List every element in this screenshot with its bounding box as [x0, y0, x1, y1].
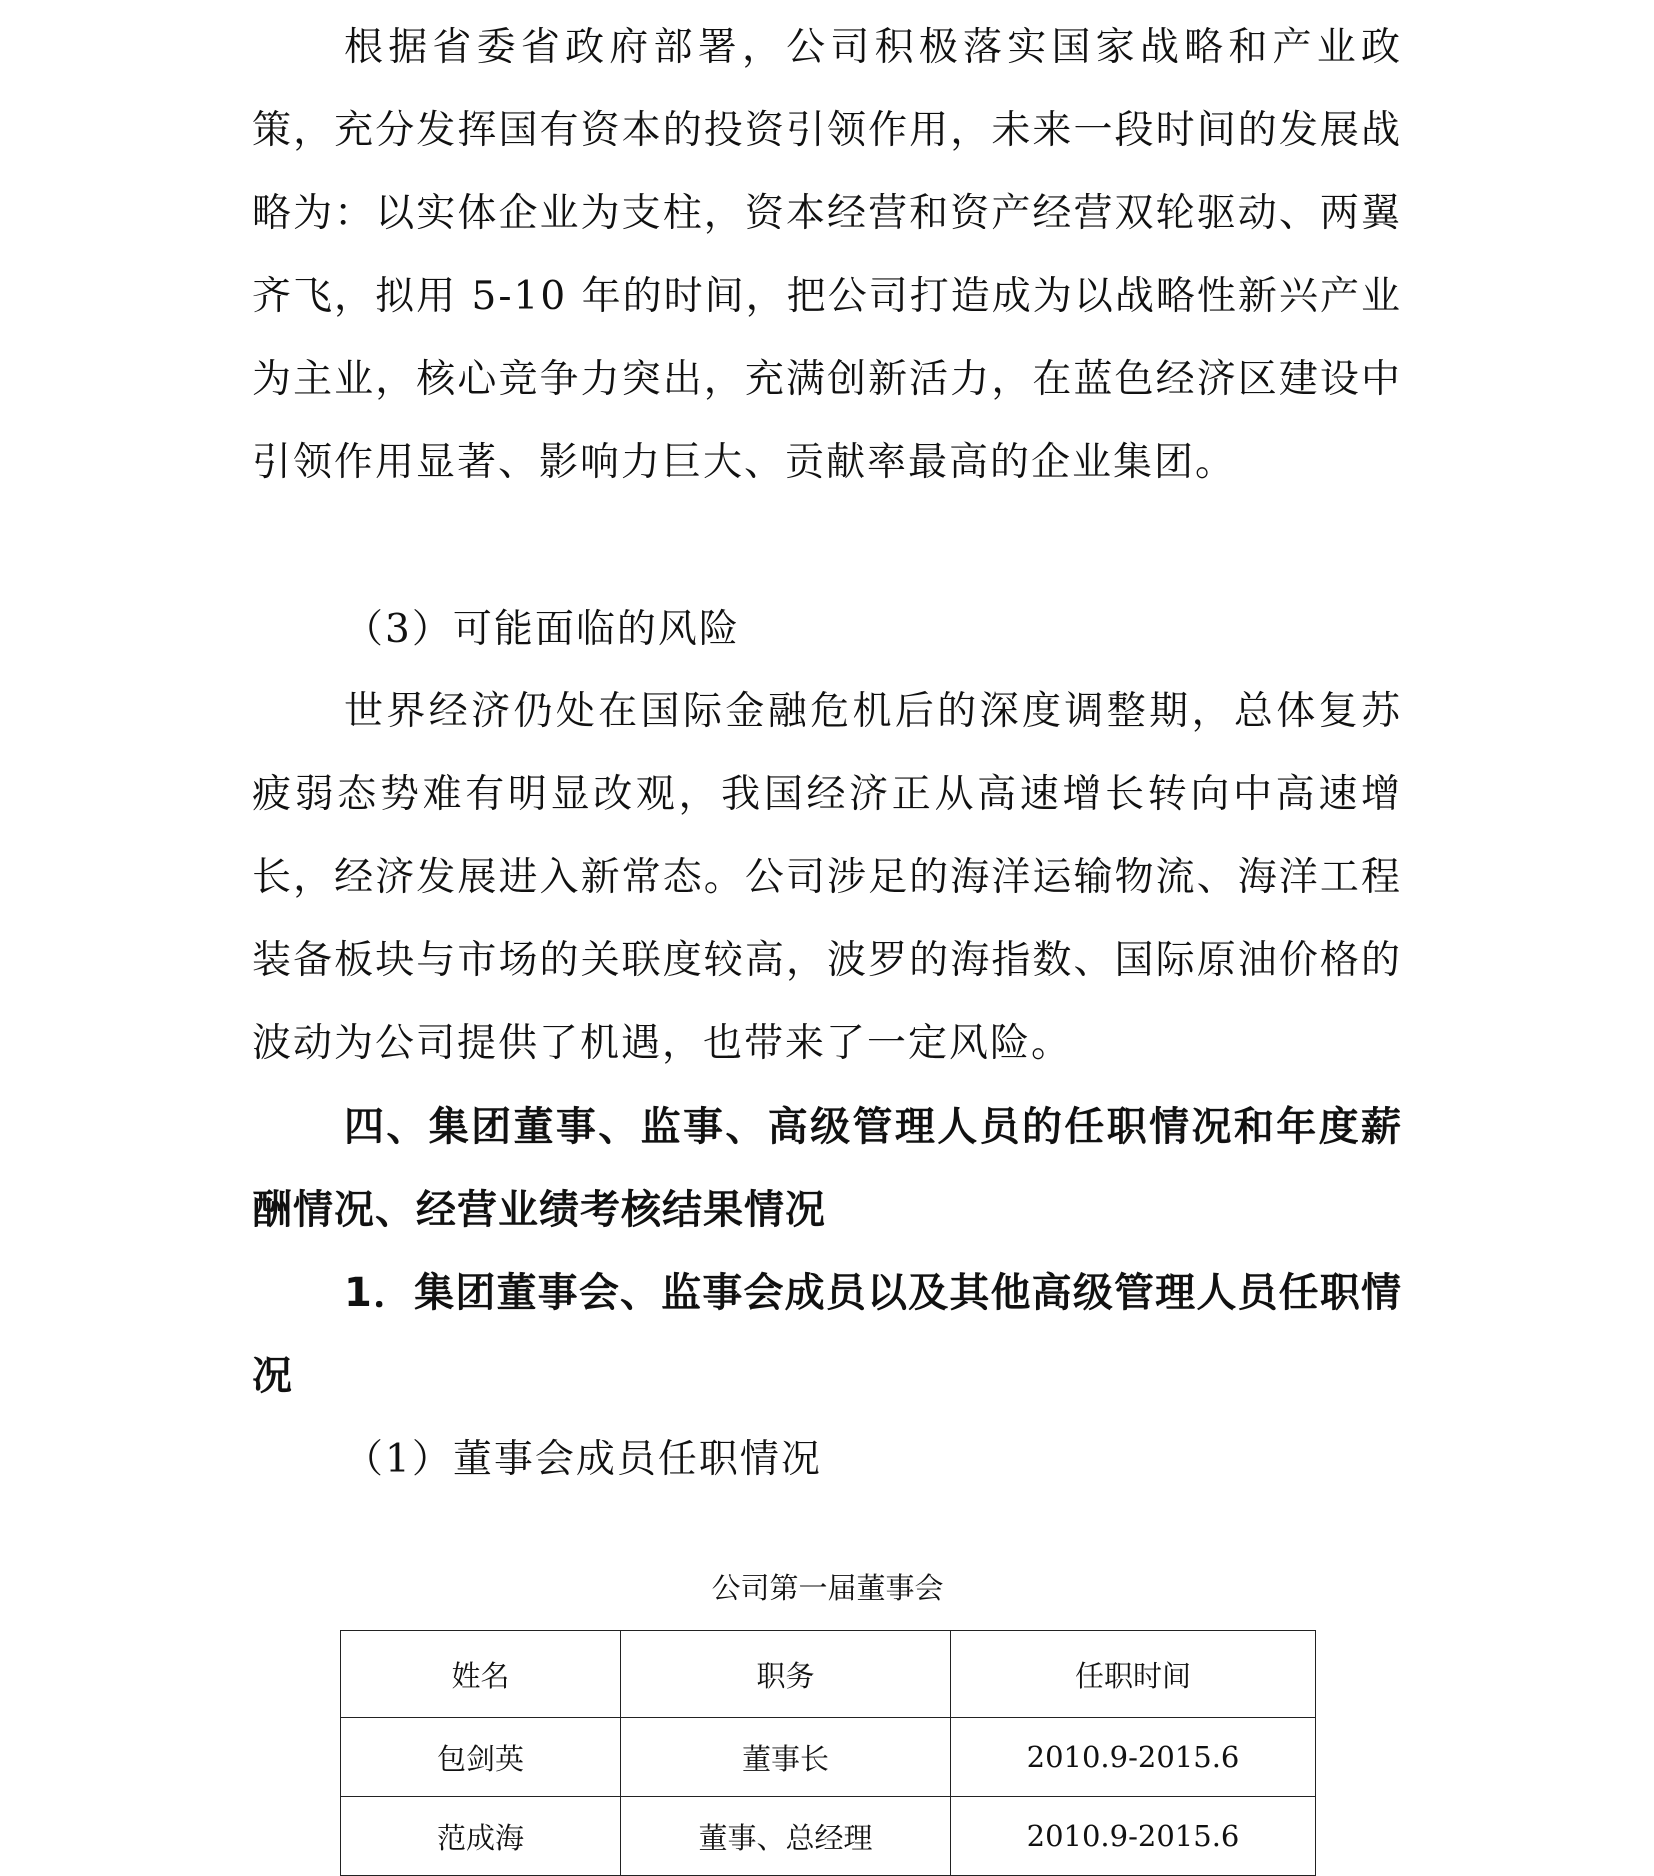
- header-term: 任职时间: [951, 1631, 1316, 1718]
- board-members-table: [340, 1630, 1316, 1876]
- table-row: [341, 1797, 1316, 1876]
- subsection-heading-one: 1．集团董事会、监事会成员以及其他高级管理人员任职情况: [252, 1270, 1402, 1399]
- subheading-possible-risks: （3）可能面临的风险: [344, 607, 740, 652]
- header-name: 姓名: [341, 1631, 621, 1718]
- table-row: [341, 1718, 1316, 1797]
- cell-name: 范成海: [341, 1797, 621, 1876]
- cell-term: 2010.9-2015.6: [951, 1718, 1316, 1797]
- section-heading-four: 四、集团董事、监事、高级管理人员的任职情况和年度薪酬情况、经营业绩考核结果情况: [252, 1104, 1402, 1233]
- cell-name: 包剑英: [341, 1718, 621, 1797]
- cell-term: 2010.9-2015.6: [951, 1797, 1316, 1876]
- table-header-row: [341, 1631, 1316, 1718]
- table-caption: 公司第一届董事会: [711, 1571, 944, 1605]
- paragraph-risk-description: 世界经济仍处在国际金融危机后的深度调整期，总体复苏疲弱态势难有明显改观，我国经济正从高速增长转向中高速增长，经济发展进入新常态。公司涉足的海洋运输物流、海洋工程装备板块与市场的关联度较高，波罗的海指数、国际原油价格的波动为公司提供了机遇，也带来了一定风险。: [252, 689, 1402, 1066]
- cell-position: 董事长: [621, 1718, 951, 1797]
- paragraph-development-strategy: 根据省委省政府部署，公司积极落实国家战略和产业政策，充分发挥国有资本的投资引领作用，未来一段时间的发展战略为：以实体企业为支柱，资本经营和资产经营双轮驱动、两翼齐飞，拟用 5-10 年的时间，把公司打造成为以战略性新兴产业为主业，核心竞争力突出，充满创新活力，在蓝色经济区建设中引领作用显著、影响力巨大、贡献率最高的企业集团。: [252, 25, 1402, 485]
- subheading-board-members: （1）董事会成员任职情况: [344, 1437, 822, 1482]
- header-position: 职务: [621, 1631, 951, 1718]
- cell-position: 董事、总经理: [621, 1797, 951, 1876]
